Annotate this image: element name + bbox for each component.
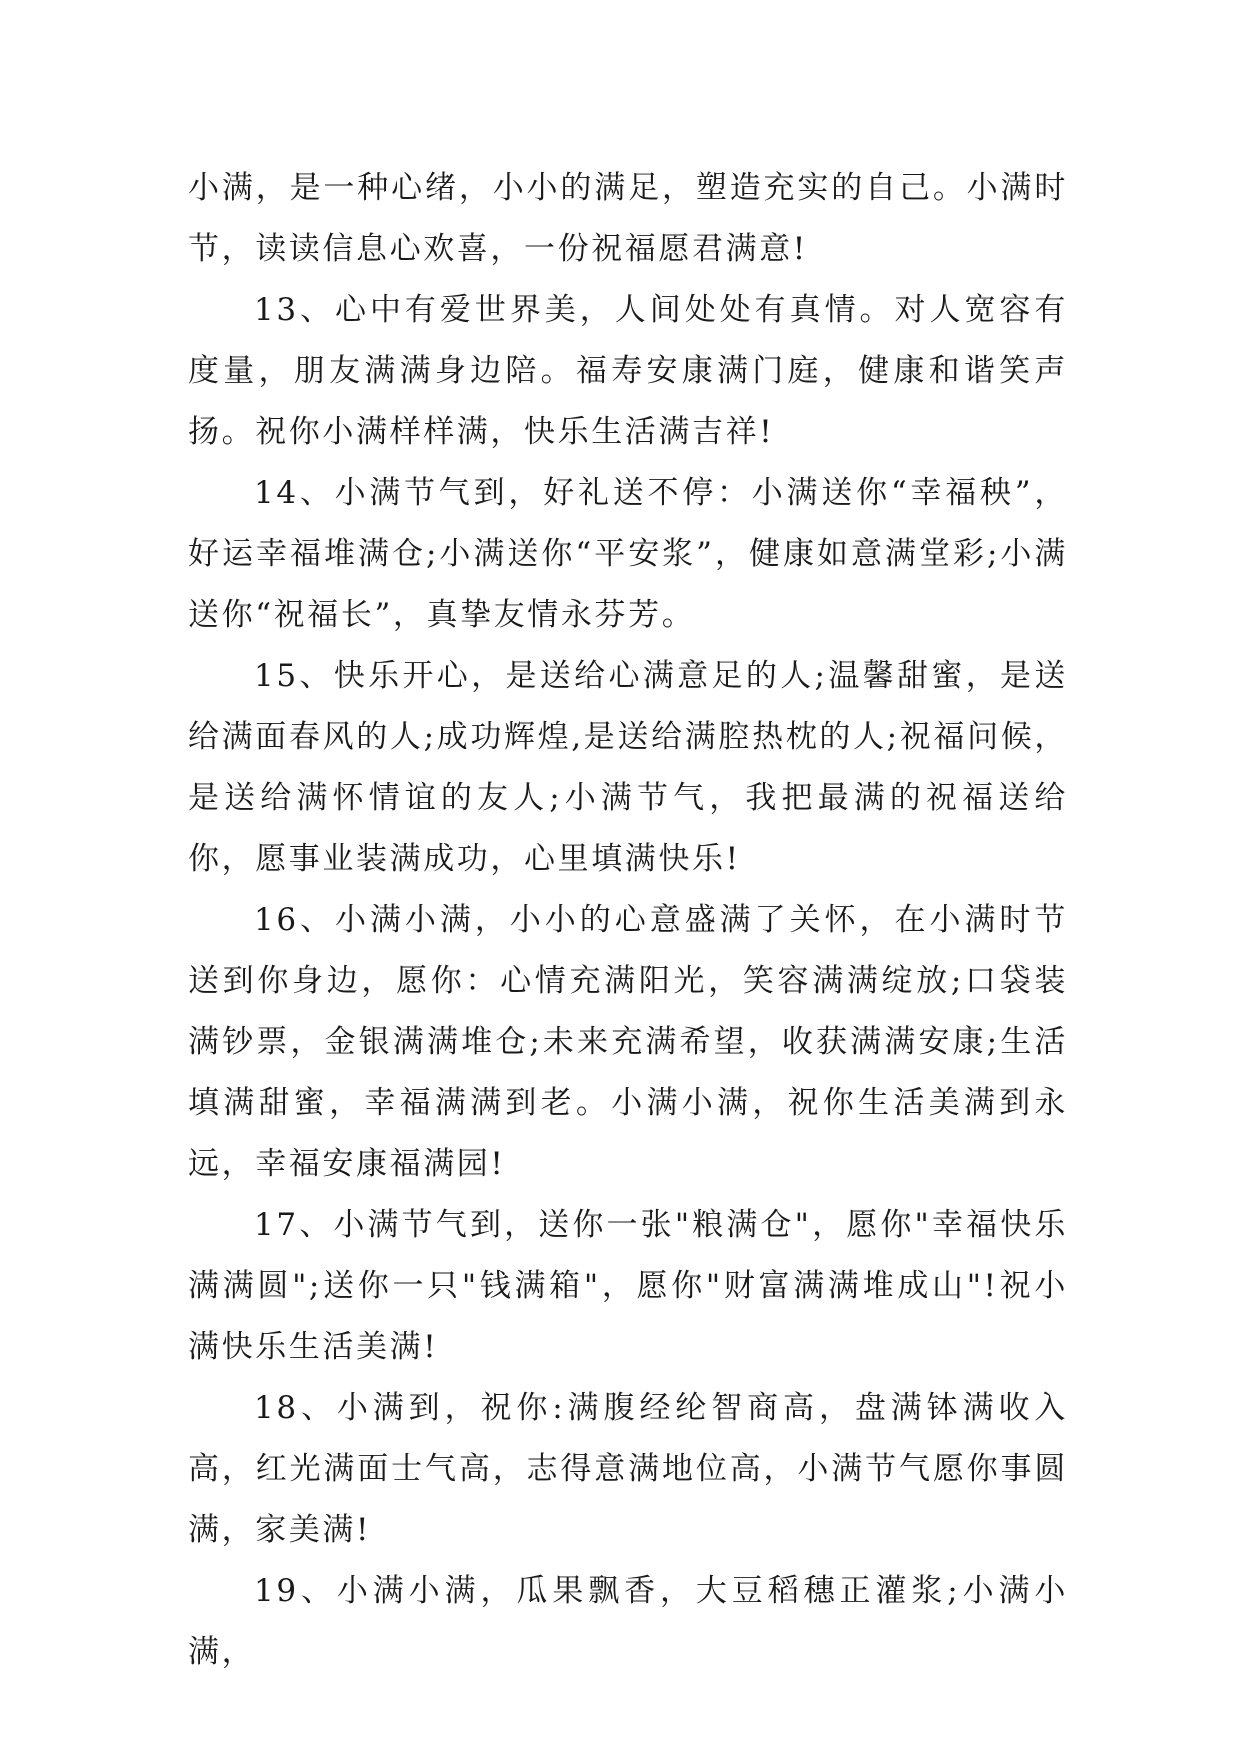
paragraph-17: 17、小满节气到，送你一张"粮满仓"，愿你"幸福快乐满满圆";送你一只"钱满箱"，愿你"财富满满堆成山"!祝小满快乐生活美满! xyxy=(188,1207,1068,1365)
paragraph-intro-continuation: 小满，是一种心绪，小小的满足，塑造充实的自己。小满时节，读读信息心欢喜，一份祝福愿君满意! xyxy=(188,170,1068,267)
paragraph-15: 15、快乐开心，是送给心满意足的人;温馨甜蜜，是送给满面春风的人;成功辉煌,是送给满腔热枕的人;祝福问候，是送给满怀情谊的友人;小满节气，我把最满的祝福送给你，愿事业装满成功，心里填满快乐! xyxy=(188,658,1068,877)
paragraph-16: 16、小满小满，小小的心意盛满了关怀，在小满时节送到你身边，愿你：心情充满阳光，笑容满满绽放;口袋装满钞票，金银满满堆仓;未来充满希望，收获满满安康;生活填满甜蜜，幸福满满到老。小满小满，祝你生活美满到永远，幸福安康福满园! xyxy=(188,902,1068,1182)
document-body xyxy=(188,158,1068,1683)
paragraph-19: 19、小满小满，瓜果飘香，大豆稻穗正灌浆;小满小满， xyxy=(188,1573,1068,1670)
paragraph-18: 18、小满到，祝你:满腹经纶智商高，盘满钵满收入高，红光满面士气高，志得意满地位高，小满节气愿你事圆满，家美满! xyxy=(188,1390,1068,1548)
paragraph-13: 13、心中有爱世界美，人间处处有真情。对人宽容有度量，朋友满满身边陪。福寿安康满门庭，健康和谐笑声扬。祝你小满样样满，快乐生活满吉祥! xyxy=(188,292,1068,450)
paragraph-14: 14、小满节气到，好礼送不停：小满送你“幸福秧”，好运幸福堆满仓;小满送你“平安浆”，健康如意满堂彩;小满送你“祝福长”，真挚友情永芬芳。 xyxy=(188,475,1068,633)
